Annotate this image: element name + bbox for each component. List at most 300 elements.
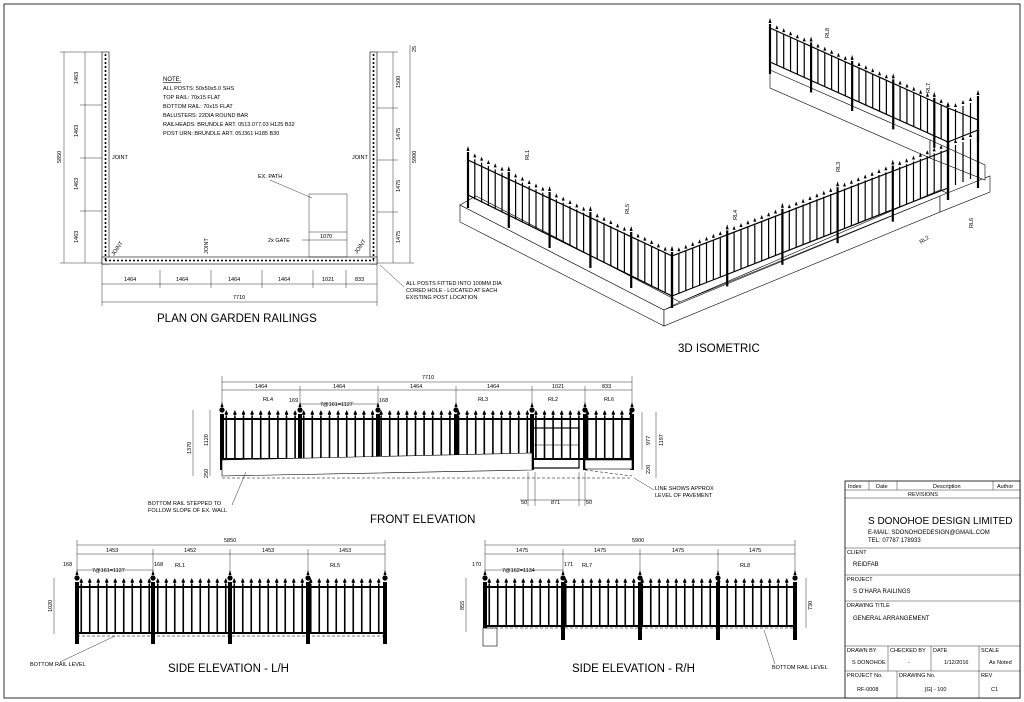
iso-tag-rl5: RL5 — [625, 203, 631, 214]
railhead — [293, 410, 297, 416]
plan-left-dim-3: 1463 — [74, 177, 80, 190]
railhead — [440, 410, 444, 416]
rev-header-date: Date — [876, 484, 888, 490]
railhead — [233, 410, 237, 416]
railhead — [759, 578, 763, 584]
lh-total: 5850 — [224, 538, 237, 544]
plan-left-dim-1: 1463 — [74, 71, 80, 84]
railhead — [474, 410, 478, 416]
railhead — [283, 578, 287, 584]
railhead — [683, 578, 687, 584]
lh-title: SIDE ELEVATION - L/H — [168, 663, 289, 675]
iso-railhead — [507, 166, 510, 171]
railhead — [242, 410, 246, 416]
iso-railhead — [810, 36, 813, 41]
railhead — [275, 578, 279, 584]
post-finial — [484, 570, 487, 575]
railhead — [351, 578, 355, 584]
post — [383, 582, 387, 644]
iso-railhead — [494, 163, 497, 167]
side-elevation-rh — [460, 538, 828, 675]
front-sub-dim-3: 168 — [379, 398, 389, 404]
post-urn — [529, 407, 534, 412]
railhead — [487, 578, 491, 584]
drawing-no-label: DRAWING No. — [899, 673, 936, 679]
iso-tag-rl2: RL2 — [918, 234, 931, 246]
railhead — [577, 410, 581, 416]
post-urn — [74, 575, 79, 580]
railhead — [657, 578, 661, 584]
railhead — [521, 578, 525, 584]
post-finial — [562, 570, 565, 575]
iso-railhead — [850, 180, 853, 184]
iso-railhead — [623, 227, 626, 231]
post-urn — [629, 407, 634, 412]
front-height-3: 250 — [204, 468, 210, 478]
railhead — [276, 410, 280, 416]
lh-railing — [74, 570, 387, 644]
drawn-by-label: DRAWN BY — [847, 648, 877, 654]
revisions-label: REVISIONS — [908, 492, 938, 498]
front-dim-6: 833 — [602, 384, 612, 390]
iso-railhead — [705, 237, 708, 241]
railhead — [594, 410, 598, 416]
railhead — [589, 578, 593, 584]
railhead — [534, 410, 538, 416]
iso-railhead — [698, 239, 701, 243]
iso-railhead — [643, 237, 646, 241]
title-block — [845, 481, 1020, 698]
post-urn — [482, 575, 487, 580]
front-bottom-dim-3: 50 — [586, 500, 593, 506]
railhead — [530, 578, 534, 584]
post-urn — [219, 407, 224, 412]
iso-tag-rl7: RL7 — [926, 82, 932, 93]
post-urn — [227, 575, 232, 580]
lh-rl-1: RL1 — [175, 563, 186, 569]
railhead — [623, 578, 627, 584]
iso-railhead — [919, 90, 922, 94]
iso-railhead — [740, 223, 743, 227]
post-finial — [794, 570, 797, 575]
plan-view — [57, 45, 502, 325]
iso-railhead — [788, 204, 791, 208]
iso-railhead — [905, 84, 908, 88]
railhead — [258, 578, 262, 584]
plan-bottom-total: 7710 — [233, 295, 246, 301]
railhead — [572, 578, 576, 584]
plan-joint-right: JOINT — [352, 155, 368, 161]
plan-post-note-1: ALL POSTS FITTED INTO 100MM DIA — [406, 281, 502, 287]
railhead — [620, 410, 624, 416]
post-finial — [584, 402, 587, 407]
iso-railhead — [878, 71, 881, 75]
iso-railhead — [514, 173, 517, 177]
rev-header-author: Author — [997, 484, 1014, 490]
iso-railhead — [789, 31, 792, 35]
iso-railhead — [864, 174, 867, 178]
railhead — [448, 410, 452, 416]
iso-railhead — [769, 18, 772, 23]
railhead — [368, 578, 372, 584]
railhead — [164, 578, 168, 584]
front-note-right-1: LINE SHOWS APPROX — [655, 486, 714, 492]
plan-right-top: 25 — [412, 45, 418, 52]
front-elevation — [148, 375, 714, 526]
drawing-title-label: DRAWING TITLE — [847, 603, 890, 609]
iso-railhead — [521, 177, 524, 181]
railhead — [431, 410, 435, 416]
drawing-no-value: [G] - 100 — [925, 687, 947, 693]
railhead — [122, 578, 126, 584]
iso-railhead — [733, 226, 736, 230]
railhead — [649, 578, 653, 584]
lh-sub-dim-2: 7@161=1127 — [92, 568, 125, 574]
railhead — [326, 578, 330, 584]
iso-railhead — [823, 47, 826, 51]
iso-railhead — [569, 200, 572, 204]
iso-railhead — [912, 87, 915, 91]
railhead — [224, 578, 228, 584]
front-right-height-1: 977 — [646, 435, 652, 445]
railhead — [674, 578, 678, 584]
iso-railhead — [616, 223, 619, 227]
plan-right-dim-3: 1475 — [396, 179, 402, 192]
rev-label: REV — [981, 673, 993, 679]
railhead — [581, 578, 585, 584]
railhead — [751, 578, 755, 584]
iso-railhead — [664, 247, 667, 251]
front-height-1: 1370 — [187, 441, 193, 454]
iso-railhead — [753, 218, 756, 222]
railhead — [190, 578, 194, 584]
post-urn — [150, 575, 155, 580]
iso-railhead — [796, 34, 799, 38]
railhead — [725, 578, 729, 584]
company-name: S DONOHOE DESIGN LIMITED — [868, 516, 1013, 527]
rh-dim-2: 1475 — [594, 548, 607, 554]
plan-title: PLAN ON GARDEN RAILINGS — [157, 313, 317, 325]
rh-height-right: 730 — [808, 600, 814, 610]
railhead — [526, 410, 530, 416]
iso-railhead — [905, 158, 908, 162]
lh-dim-2: 1452 — [184, 548, 197, 554]
railhead — [615, 578, 619, 584]
post-finial — [717, 570, 720, 575]
iso-railhead — [480, 157, 483, 161]
railhead — [560, 410, 564, 416]
railhead — [292, 578, 296, 584]
plan-note-5: RAILHEADS: BRUNDLE ART. 0513.077.03 H125 B32 — [163, 122, 295, 128]
railhead — [285, 410, 289, 416]
post — [793, 582, 797, 640]
rh-sub-dim-3: 171 — [564, 562, 574, 568]
rh-rl-8: RL8 — [740, 563, 751, 569]
railhead — [551, 410, 555, 416]
lh-rl-5: RL5 — [330, 563, 341, 569]
iso-tag-rl1: RL1 — [525, 149, 531, 160]
iso-tag-rl6: RL6 — [969, 217, 975, 228]
railhead — [250, 410, 254, 416]
iso-railhead — [795, 201, 798, 205]
railhead — [742, 578, 746, 584]
iso-railhead — [912, 156, 915, 160]
railhead — [405, 410, 409, 416]
iso-railhead — [650, 240, 653, 244]
front-bottom-dim-2: 871 — [551, 500, 561, 506]
front-rl-4: RL4 — [263, 397, 274, 403]
post — [561, 582, 565, 640]
front-dim-4: 1464 — [487, 384, 500, 390]
railhead — [465, 410, 469, 416]
iso-railhead — [947, 102, 950, 107]
front-title: FRONT ELEVATION — [370, 514, 476, 526]
project-no-label: PROJECT No. — [847, 673, 883, 679]
railhead — [666, 578, 670, 584]
plan-ex-path: EX. PATH — [258, 174, 283, 180]
railhead — [225, 410, 229, 416]
railhead — [343, 578, 347, 584]
iso-railhead — [603, 217, 606, 221]
client-value: REIDFAB — [853, 562, 879, 568]
post-urn — [297, 407, 302, 412]
iso-railhead — [940, 99, 943, 103]
railhead — [147, 578, 151, 584]
railhead — [517, 410, 521, 416]
iso-railhead — [844, 56, 847, 60]
iso-railhead — [719, 231, 722, 235]
rh-title: SIDE ELEVATION - R/H — [572, 663, 695, 675]
post-finial — [221, 402, 224, 407]
railhead — [181, 578, 185, 584]
rh-sub-dim-2: 7@162=1134 — [502, 568, 535, 574]
railhead — [708, 578, 712, 584]
plan-right-dim-1: 1500 — [396, 75, 402, 88]
front-note-right-2: LEVEL OF PAVEMENT — [655, 493, 713, 499]
iso-railhead — [843, 183, 846, 187]
post-finial — [631, 402, 634, 407]
iso-railhead — [809, 196, 812, 200]
iso-railhead — [802, 199, 805, 203]
date-value: 1/12/2016 — [944, 660, 969, 666]
iso-railhead — [954, 103, 957, 107]
post-finial — [531, 402, 534, 407]
iso-railhead — [637, 233, 640, 237]
iso-railhead — [803, 37, 806, 41]
client-label: CLIENT — [847, 550, 867, 556]
iso-railhead — [535, 183, 538, 187]
iso-railhead — [857, 177, 860, 181]
railhead — [336, 410, 340, 416]
railhead — [632, 578, 636, 584]
railhead — [543, 410, 547, 416]
lh-sub-dim-3: 168 — [154, 562, 164, 568]
iso-railhead — [878, 169, 881, 173]
iso-railhead — [864, 65, 867, 69]
iso-railhead — [871, 172, 874, 176]
railhead — [319, 410, 323, 416]
post-urn — [453, 407, 458, 412]
iso-railhead — [884, 166, 887, 170]
iso-railhead — [582, 207, 585, 211]
plan-right-dim-4: 1475 — [396, 230, 402, 243]
plan-left-dim-4: 1463 — [74, 230, 80, 243]
iso-railhead — [775, 25, 778, 29]
iso-railhead — [933, 92, 936, 97]
plan-note-6: POST URN: BRUNDLE ART. 05J361 H185 B30 — [163, 131, 280, 137]
project-label: PROJECT — [847, 577, 873, 583]
rh-height-left: 855 — [460, 600, 466, 610]
iso-railhead — [977, 90, 980, 95]
iso-railhead — [969, 97, 972, 101]
lh-dim-3: 1453 — [262, 548, 275, 554]
railhead — [215, 578, 219, 584]
front-total: 7710 — [422, 375, 435, 381]
railhead — [612, 410, 616, 416]
railhead — [414, 410, 418, 416]
front-height-2: 1120 — [204, 434, 210, 446]
post-urn — [582, 407, 587, 412]
post — [638, 582, 642, 640]
post-finial — [76, 570, 79, 575]
post-finial — [299, 402, 302, 407]
railhead — [388, 410, 392, 416]
iso-railhead — [851, 55, 854, 60]
front-dim-5: 1021 — [552, 384, 565, 390]
plan-right-total: 5900 — [412, 150, 418, 163]
post-urn — [560, 575, 565, 580]
railhead — [105, 578, 109, 584]
railhead — [547, 578, 551, 584]
railhead — [691, 578, 695, 584]
iso-railhead — [830, 50, 833, 54]
railhead — [198, 578, 202, 584]
post — [228, 582, 232, 644]
railhead — [734, 578, 738, 584]
front-rl-3: RL3 — [478, 397, 489, 403]
plan-bottom-dim-5: 1021 — [322, 277, 335, 283]
plan-bottom-dim-3: 1464 — [228, 277, 241, 283]
post-finial — [455, 402, 458, 407]
iso-railhead — [562, 197, 565, 201]
railhead — [334, 578, 338, 584]
railhead — [79, 578, 83, 584]
railhead — [268, 410, 272, 416]
railhead — [569, 410, 573, 416]
project-no-value: RF-0008 — [857, 687, 879, 693]
iso-railhead — [473, 153, 476, 157]
railhead — [156, 578, 160, 584]
plan-joint-bottom-3: JOINT — [353, 238, 368, 256]
iso-railhead — [596, 213, 599, 217]
iso-railhead — [575, 203, 578, 207]
iso-railhead — [829, 188, 832, 192]
railhead — [302, 410, 306, 416]
front-right-height-3: 220 — [646, 464, 652, 474]
iso-tag-rl3: RL3 — [836, 161, 842, 172]
rev-value: C1 — [991, 687, 999, 693]
drawn-by-value: S DONOHOE — [852, 660, 886, 666]
railhead — [259, 410, 263, 416]
railhead — [360, 578, 364, 584]
iso-tag-rl8: RL8 — [825, 27, 831, 38]
railhead — [207, 578, 211, 584]
plan-note-2: TOP RAIL: 70x15 FLAT — [163, 95, 221, 101]
rh-rl-7: RL7 — [582, 563, 593, 569]
front-sub-dim-1: 169 — [289, 398, 299, 404]
railhead — [776, 578, 780, 584]
post — [306, 582, 310, 644]
plan-post-note-2: CORED HOLE - LOCATED AT EACH — [406, 288, 498, 294]
iso-railhead — [548, 186, 551, 191]
iso-railhead — [898, 161, 901, 165]
iso-railhead — [816, 44, 819, 48]
railhead — [328, 410, 332, 416]
iso-railhead — [899, 80, 902, 84]
lh-dim-4: 1453 — [339, 548, 352, 554]
plan-bottom-dim-2: 1464 — [176, 277, 189, 283]
front-dim-1: 1464 — [255, 384, 268, 390]
railhead — [483, 410, 487, 416]
railhead — [241, 578, 245, 584]
front-bottom-dim-1: 50 — [521, 500, 528, 506]
railhead — [300, 578, 304, 584]
iso-railhead — [892, 73, 895, 78]
post-finial — [229, 570, 232, 575]
iso-railhead — [712, 234, 715, 238]
railhead — [266, 578, 270, 584]
railhead — [88, 578, 92, 584]
rh-total: 5900 — [632, 538, 645, 544]
front-note-left-2: FOLLOW SLOPE OF EX. WALL — [148, 508, 227, 514]
post-finial — [307, 570, 310, 575]
iso-railhead — [822, 191, 825, 195]
side-elevation-lh — [30, 538, 388, 675]
front-note-left-1: BOTTOM RAIL STEPPED TO — [148, 501, 222, 507]
iso-railhead — [781, 203, 784, 208]
plan-note-3: BOTTOM RAIL: 70x15 FLAT — [163, 104, 233, 110]
isometric-view — [460, 18, 990, 355]
lh-height: 1020 — [48, 599, 54, 612]
railhead — [768, 578, 772, 584]
company-email: E-MAIL: SDONOHOEDESIGN@GMAIL.COM — [868, 530, 990, 536]
lh-note: BOTTOM RAIL LEVEL — [30, 662, 86, 668]
railhead — [785, 578, 789, 584]
rev-header-description: Description — [933, 484, 961, 490]
iso-railhead — [501, 167, 504, 171]
iso-railhead — [782, 28, 785, 32]
iso-railhead — [630, 226, 633, 231]
railhead — [397, 410, 401, 416]
iso-railhead — [774, 210, 777, 214]
railhead — [496, 578, 500, 584]
railhead — [96, 578, 100, 584]
post-urn — [792, 575, 797, 580]
front-rl-6: RL6 — [604, 397, 615, 403]
iso-railhead — [871, 68, 874, 72]
iso-railhead — [891, 160, 894, 165]
railhead — [598, 578, 602, 584]
post — [716, 582, 720, 640]
plan-left-dim-2: 1463 — [74, 124, 80, 137]
iso-railhead — [677, 247, 680, 251]
iso-tag-rl4: RL4 — [733, 209, 739, 220]
plan-bottom-dim-6: 833 — [355, 277, 365, 283]
scale-label: SCALE — [981, 648, 1000, 654]
plan-gate-width: 1070 — [320, 234, 333, 240]
front-dim-2: 1464 — [333, 384, 346, 390]
railhead — [700, 578, 704, 584]
